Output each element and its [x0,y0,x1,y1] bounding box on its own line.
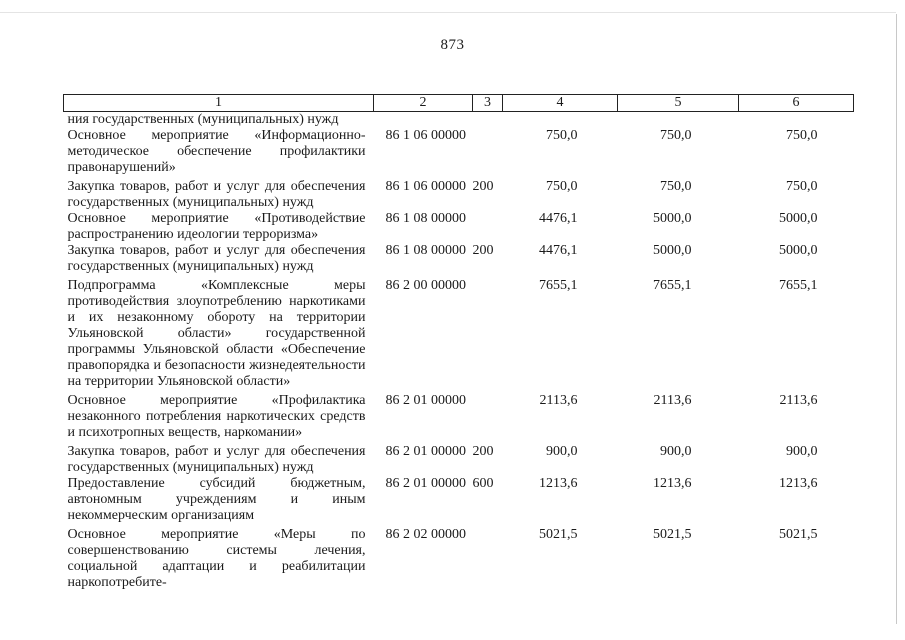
row-amount-3: 5000,0 [779,211,818,226]
table-row [64,128,854,179]
row-name: Закупка товаров, работ и услуг для обеспечения государственных (муниципальных) нужд [67,444,366,475]
row-code: 86 1 06 00000 [385,179,466,194]
header-col-3: 3 [473,95,503,112]
row-name: Основное мероприятие «Профилактика незаконного потребления наркотических средств и психотропных веществ, наркомании» [67,393,366,440]
row-name: Подпрограмма «Комплексные меры противодействия злоупотреблению наркотиками и их незаконному обороту на территории Ульяновской области» государственной программы Ульяновской области «Обеспечение правопорядка и безопасности жизнедеятельности на территории Ульяновской области» [67,278,366,389]
row-name: Основное мероприятие «Меры по совершенствованию системы лечения, социальной адаптации и реабилитации наркопотребите- [67,527,366,590]
row-expense-type: 200 [472,243,494,258]
row-amount-2: 5000,0 [653,243,692,258]
row-amount-2: 1213,6 [653,476,692,491]
row-amount-3: 750,0 [786,128,818,143]
header-col-1: 1 [64,95,374,112]
table-row [64,211,854,243]
row-name: Предоставление субсидий бюджетным, автономным учреждениям и иным некоммерческим организациям [67,476,366,523]
row-amount-1: 900,0 [546,444,578,459]
row-code [374,112,473,129]
budget-table [63,94,854,591]
row-expense-type [473,393,503,444]
row-expense-type [473,128,503,179]
table-row [64,179,854,211]
row-amount-3: 900,0 [786,444,818,459]
row-name: ния государственных (муниципальных) нужд [67,112,339,127]
row-name: Основное мероприятие «Информационно-методическое обеспечение профилактики правонарушений» [67,128,366,175]
table-row [64,527,854,591]
row-amount-1: 4476,1 [539,243,578,258]
row-expense-type: 200 [472,179,494,194]
page-number: 873 [440,37,465,53]
table-row [64,278,854,393]
row-amount-1: 5021,5 [539,527,578,542]
row-amount-2: 750,0 [660,179,692,194]
row-amount-2: 900,0 [660,444,692,459]
row-amount-3: 7655,1 [779,278,818,293]
row-amount-1: 750,0 [546,179,578,194]
row-code: 86 1 06 00000 [385,128,466,143]
table-row [64,476,854,527]
row-code: 86 1 08 00000 [385,243,466,258]
table-row [64,444,854,476]
row-code: 86 1 08 00000 [385,211,466,226]
row-amount-2: 7655,1 [653,278,692,293]
row-amount-3: 5021,5 [779,527,818,542]
row-expense-type: 600 [472,476,494,491]
header-col-5: 5 [618,95,739,112]
header-col-2: 2 [374,95,473,112]
row-amount-2: 750,0 [660,128,692,143]
row-amount-2 [618,112,739,129]
row-amount-3 [739,112,854,129]
row-amount-3: 1213,6 [779,476,818,491]
table-row [64,243,854,278]
row-amount-1: 750,0 [546,128,578,143]
header-col-6: 6 [739,95,854,112]
row-expense-type [473,112,503,129]
row-code: 86 2 01 00000 [385,393,466,408]
scan-top-edge [0,12,896,13]
row-amount-1: 7655,1 [539,278,578,293]
table-row [64,393,854,444]
row-amount-3: 5000,0 [779,243,818,258]
row-amount-2: 2113,6 [653,393,692,408]
row-code: 86 2 01 00000 [385,476,466,491]
row-amount-1: 4476,1 [539,211,578,226]
row-name: Основное мероприятие «Противодействие распространению идеологии терроризма» [67,211,366,242]
row-name: Закупка товаров, работ и услуг для обеспечения государственных (муниципальных) нужд [67,179,366,210]
row-expense-type [473,278,503,393]
table-row [64,112,854,129]
table-header-row [64,95,854,112]
scan-right-edge [896,14,897,624]
row-amount-3: 750,0 [786,179,818,194]
header-col-4: 4 [503,95,618,112]
row-amount-2: 5021,5 [653,527,692,542]
row-code: 86 2 02 00000 [385,527,466,542]
row-amount-1 [503,112,618,129]
row-amount-2: 5000,0 [653,211,692,226]
row-code: 86 2 00 00000 [385,278,466,293]
row-expense-type: 200 [472,444,494,459]
row-amount-1: 1213,6 [539,476,578,491]
row-expense-type [473,527,503,591]
row-amount-3: 2113,6 [779,393,818,408]
row-expense-type [473,211,503,243]
row-name: Закупка товаров, работ и услуг для обеспечения государственных (муниципальных) нужд [67,243,366,274]
row-amount-1: 2113,6 [539,393,578,408]
row-code: 86 2 01 00000 [385,444,466,459]
